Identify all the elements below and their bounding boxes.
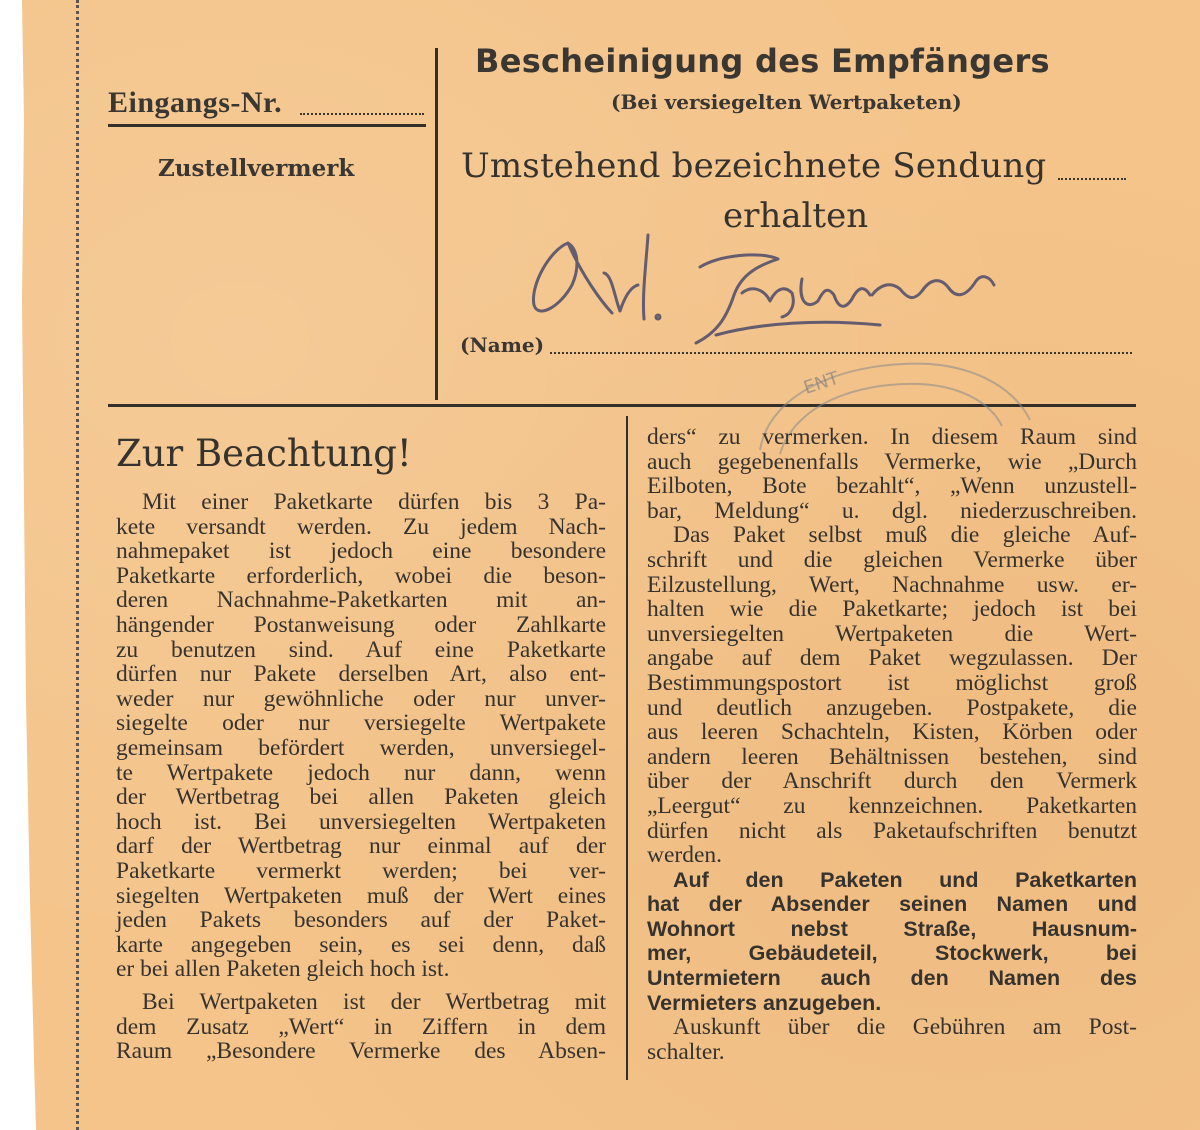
notice-line: siegelte oder nur versiegelte Wertpakete xyxy=(116,710,606,737)
notice-line: dürfen nicht als Paketaufschriften benutzt xyxy=(647,817,1137,844)
notice-heading: Zur Beachtung! xyxy=(116,432,412,475)
stamp-text: ENT xyxy=(801,367,842,399)
receipt-statement-dotted-line xyxy=(1058,178,1126,180)
zustellvermerk-label: Zustellvermerk xyxy=(158,155,355,182)
header-vertical-divider xyxy=(435,48,438,400)
notice-line: Wohnort nebst Straße, Hausnum- xyxy=(647,916,1137,941)
notice-line: karte angegeben sein, es sei denn, daß xyxy=(116,931,606,958)
notice-line: Paketkarte vermerkt werden; bei ver- xyxy=(116,857,606,884)
notice-line: Vermieters anzugeben. xyxy=(647,990,882,1015)
notice-line: Raum „Besondere Vermerke des Absen- xyxy=(116,1038,606,1065)
certificate-title: Bescheinigung des Empfängers xyxy=(475,42,1050,80)
notice-line: und deutlich anzugeben. Postpakete, die xyxy=(647,694,1137,721)
notice-line: Paketkarte erforderlich, wobei die beson- xyxy=(116,562,606,589)
notice-line: hoch ist. Bei unversiegelten Wertpaketen xyxy=(116,808,606,835)
name-label: (Name) xyxy=(460,333,545,357)
notice-line: weder nur gewöhnliche oder nur unver- xyxy=(116,685,606,712)
notice-line: hängender Postanweisung oder Zahlkarte xyxy=(116,611,606,638)
certificate-subtitle: (Bei versiegelten Wertpaketen) xyxy=(611,90,962,114)
notice-left-column-continued xyxy=(116,990,606,1064)
notice-line: andern leeren Behältnissen bestehen, sind xyxy=(647,743,1137,770)
notice-line: dürfen nur Pakete derselben Art, also ent- xyxy=(116,661,606,688)
notice-line: schrift und die gleichen Vermerke über xyxy=(647,546,1137,573)
notice-line: aus leeren Schachteln, Kisten, Körben oder xyxy=(647,719,1137,746)
notice-line: hat der Absender seinen Namen und xyxy=(647,892,1137,917)
receipt-statement-line2: erhalten xyxy=(723,196,869,236)
notice-line: Bei Wertpaketen ist der Wertbetrag mit xyxy=(142,989,606,1015)
notice-left-column xyxy=(116,490,606,982)
notice-line: darf der Wertbetrag nur einmal auf der xyxy=(116,833,606,860)
eingangs-nr-label: Eingangs-Nr. xyxy=(108,86,283,119)
notice-line: gemeinsam befördert werden, unversiegel- xyxy=(116,734,606,761)
notice-line: zu benutzen sind. Auf eine Paketkarte xyxy=(116,636,606,663)
notice-line: angabe auf dem Paket wegzulassen. Der xyxy=(647,645,1137,672)
notice-line: unversiegelten Wertpaketen die Wert- xyxy=(647,620,1137,647)
notice-line: Auf den Paketen und Paketkarten xyxy=(673,867,1137,892)
notice-line: werden. xyxy=(647,842,723,869)
notice-line: der Wertbetrag bei allen Paketen gleich xyxy=(116,784,606,811)
notice-line: te Wertpakete jedoch nur dann, wenn xyxy=(116,759,606,786)
notice-line: Untermietern auch den Namen des xyxy=(647,966,1137,991)
notice-line: schalter. xyxy=(647,1038,725,1065)
eingang-underline xyxy=(108,124,426,127)
notice-line: Das Paket selbst muß die gleiche Auf- xyxy=(673,522,1137,549)
notice-line: Eilzustellung, Wert, Nachnahme usw. er- xyxy=(647,571,1137,598)
notice-line: auch gegebenenfalls Vermerke, wie „Durch xyxy=(647,448,1137,475)
notice-line: Bestimmungspostort ist möglichst groß xyxy=(647,669,1137,696)
handwritten-signature xyxy=(520,215,1020,355)
notice-line: mer, Gebäudeteil, Stockwerk, bei xyxy=(647,941,1137,966)
notice-line: er bei allen Paketen gleich hoch ist. xyxy=(116,956,450,983)
notice-line: halten wie die Paketkarte; jedoch ist bei xyxy=(647,596,1137,623)
receipt-statement-line1: Umstehend bezeichnete Sendung xyxy=(461,146,1047,186)
notice-line: ders“ zu vermerken. In diesem Raum sind xyxy=(647,424,1137,450)
eingangs-nr-dotted-line xyxy=(300,113,424,115)
notice-line: Mit einer Paketkarte dürfen bis 3 Pa- xyxy=(142,489,606,515)
notice-line: nahmepaket ist jedoch eine besondere xyxy=(116,538,606,565)
name-dotted-line xyxy=(550,352,1132,354)
notice-column-divider xyxy=(626,416,628,1080)
perforation-line xyxy=(76,0,79,1130)
notice-right-column xyxy=(647,425,1137,1064)
notice-line: jeden Pakets besonders auf der Paket- xyxy=(116,907,606,934)
notice-line: deren Nachnahme-Paketkarten mit an- xyxy=(116,587,606,614)
notice-line: bar, Meldung“ u. dgl. niederzuschreiben. xyxy=(647,497,1137,524)
notice-line: über der Anschrift durch den Vermerk xyxy=(647,768,1137,795)
notice-line: Auskunft über die Gebühren am Post- xyxy=(673,1014,1137,1041)
notice-line: dem Zusatz „Wert“ in Ziffern in dem xyxy=(116,1013,606,1040)
notice-line: siegelten Wertpaketen muß der Wert eines xyxy=(116,882,606,909)
notice-line: Eilboten, Bote bezahlt“, „Wenn unzustell- xyxy=(647,473,1137,500)
notice-line: „Leergut“ zu kennzeichnen. Paketkarten xyxy=(647,792,1137,819)
notice-line: kete versandt werden. Zu jedem Nach- xyxy=(116,513,606,540)
